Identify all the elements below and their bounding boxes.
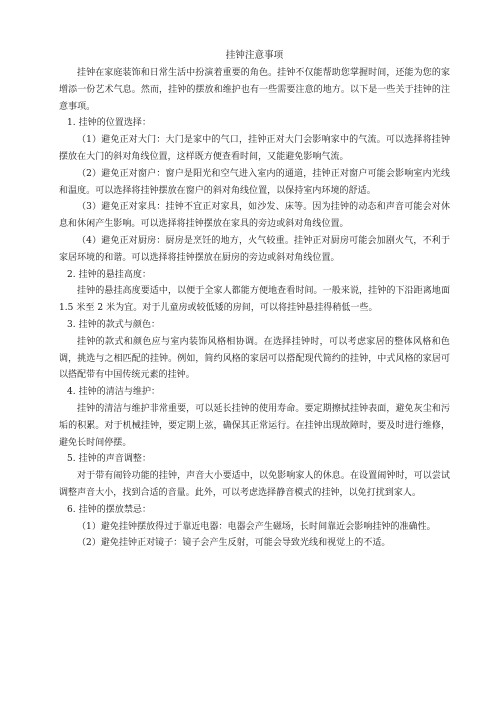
section-heading-position: 1. 挂钟的位置选择： bbox=[67, 118, 151, 129]
document-title: 挂钟注意事项 bbox=[225, 50, 284, 61]
position-item-door: （1）避免正对大门：大门是家中的气口，挂钟正对大门会影响家中的气流。可以选择将挂钟摆放在大门的斜对角线位置，这样既方便查看时间，又能避免影响气流。 bbox=[59, 135, 450, 162]
position-item-kitchen: （4）避免正对厨房：厨房是烹饪的地方，火气较重。挂钟正对厨房可能会加剧火气，不利于家居环境的和谐。可以选择将挂钟摆放在厨房的旁边或斜对角线位置。 bbox=[59, 235, 450, 263]
section-heading-height: 2. 挂钟的悬挂高度： bbox=[67, 269, 151, 280]
sound-paragraph: 对于带有闹铃功能的挂钟，声音大小要适中，以免影响家人的休息。在设置闹钟时，可以尝试调整声音大小，找到合适的音量。此外，可以考虑选择静音模式的挂钟，以免打扰到家人。 bbox=[59, 471, 450, 498]
cleaning-paragraph: 挂钟的清洁与维护非常重要，可以延长挂钟的使用寿命。要定期擦拭挂钟表面，避免灰尘和污垢的积累。对于机械挂钟，要定期上弦，确保其正常运行。在挂钟出现故障时，要及时进行维修，避免长时间停摆。 bbox=[59, 403, 450, 448]
document-page bbox=[59, 48, 450, 552]
section-heading-style: 3. 挂钟的款式与颜色： bbox=[67, 319, 161, 330]
height-paragraph: 挂钟的悬挂高度要适中，以便于全家人都能方便地查看时间。一般来说，挂钟的下沿距离地面 1.5 米至 2 米为宜。对于儿童房或较低矮的房间，可以将挂钟悬挂得稍低一些。 bbox=[59, 286, 450, 314]
position-item-furniture: （3）避免正对家具：挂钟不宜正对家具，如沙发、床等。因为挂钟的动态和声音可能会对休息和休闲产生影响。可以选择将挂钟摆放在家具的旁边或斜对角线位置。 bbox=[59, 202, 450, 230]
taboo-item-electrical: （1）避免挂钟摆放得过于靠近电器：电器会产生磁场，长时间靠近会影响挂钟的准确性。 bbox=[77, 521, 436, 532]
section-heading-sound: 5. 挂钟的声音调整： bbox=[67, 454, 151, 465]
intro-paragraph: 挂钟在家庭装饰和日常生活中扮演着重要的角色。挂钟不仅能帮助您掌握时间，还能为您的家增添一份艺术气息。然而，挂钟的摆放和维护也有一些需要注意的地方。以下是一些关于挂钟的注意事项。 bbox=[59, 68, 450, 112]
section-heading-cleaning: 4. 挂钟的清洁与维护： bbox=[67, 387, 161, 398]
style-paragraph: 挂钟的款式和颜色应与室内装饰风格相协调。在选择挂钟时，可以考虑家居的整体风格和色调，挑选与之相匹配的挂钟。例如，简约风格的家居可以搭配现代简约的挂钟，中式风格的家居可以搭配带有中国传统元素的挂钟。 bbox=[59, 336, 450, 381]
section-heading-taboos: 6. 挂钟的摆放禁忌： bbox=[67, 504, 151, 515]
taboo-item-mirror: （2）避免挂钟正对镜子：镜子会产生反射，可能会导致光线和视觉上的不适。 bbox=[77, 538, 391, 549]
position-item-window: （2）避免正对窗户：窗户是阳光和空气进入室内的通道，挂钟正对窗户可能会影响室内光线和温度。可以选择将挂钟摆放在窗户的斜对角线位置，以保持室内环境的舒适。 bbox=[59, 168, 450, 196]
